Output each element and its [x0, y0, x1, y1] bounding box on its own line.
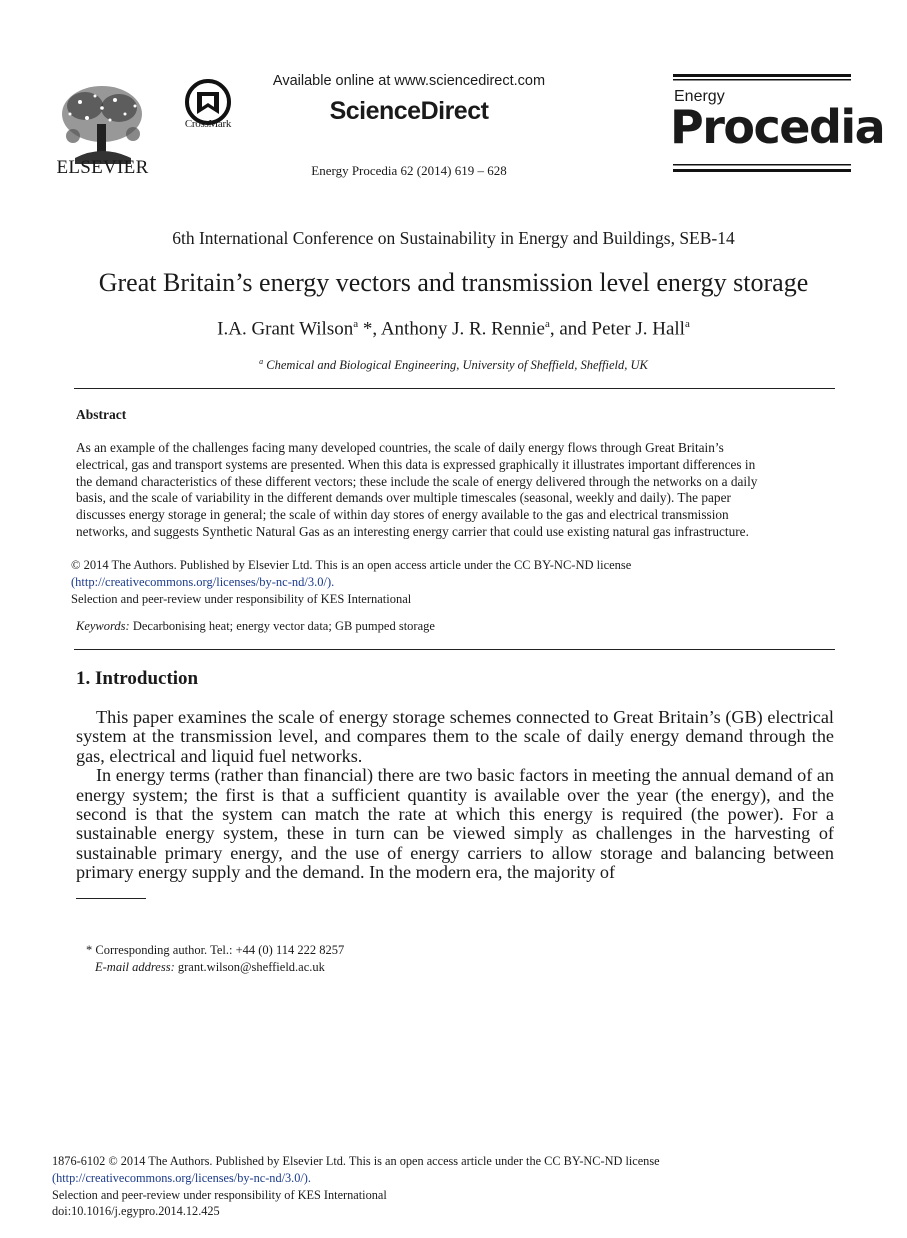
paragraph: This paper examines the scale of energy storage schemes connected to Great Britain’s (GB) electrical system at the transmission level, and compares them to the scale of daily energy demand through the gas, electrical and liquid fuel networks. — [76, 707, 834, 766]
author-separator: , and — [549, 318, 592, 340]
email-label: E-mail address: — [95, 960, 175, 974]
page-footer — [52, 1153, 660, 1220]
footer-doi[interactable]: doi:10.1016/j.egypro.2014.12.425 — [52, 1204, 220, 1219]
journal-logo-rule-top — [673, 74, 851, 82]
author-list — [0, 318, 907, 340]
available-online-text: Available online at www.sciencedirect.com — [272, 73, 546, 89]
footer-peer-review: Selection and peer-review under responsibility of KES International — [52, 1187, 387, 1202]
journal-logo-energy: Energy — [674, 88, 725, 105]
footnote-divider — [76, 898, 146, 899]
license-link[interactable]: (http://creativecommons.org/licenses/by-nc-nd/3.0/). — [71, 575, 335, 589]
affiliation-text: Chemical and Biological Engineering, University of Sheffield, Sheffield, UK — [266, 358, 648, 373]
abstract-line: discusses energy storage in general; the scale of within day stores of energy available to the gas and electrical transmission — [76, 507, 729, 523]
author-affiliation-mark: a — [353, 318, 359, 330]
abstract-line: networks, and suggests Synthetic Natural Gas as an interesting energy carrier that could use existing natural gas infrastructure. — [76, 523, 749, 539]
affiliation-mark: a — [259, 357, 264, 366]
section-heading: 1. Introduction — [76, 668, 199, 689]
author-affiliation-mark: a — [684, 318, 690, 330]
author-separator: *, — [358, 318, 381, 340]
abstract-heading: Abstract — [76, 407, 127, 422]
peer-review-text: Selection and peer-review under responsibility of KES International — [71, 592, 412, 606]
sciencedirect-brand: ScienceDirect — [329, 97, 489, 125]
email-note — [95, 960, 325, 975]
journal-citation: Energy Procedia 62 (2014) 619 – 628 — [311, 163, 507, 178]
author-affiliation-mark: a — [544, 318, 550, 330]
license-text: © 2014 The Authors. Published by Elsevier Ltd. This is an open access article under the CC BY-NC-ND license — [71, 558, 632, 572]
abstract-line: electrical, gas and transport systems are presented. When this data is expressed graphically it illustrates important differences in — [76, 456, 756, 472]
keywords-label: Keywords: — [76, 619, 130, 633]
divider — [74, 649, 835, 650]
keywords — [76, 619, 435, 634]
abstract-line: basis, and the scale of variability in the different demands over multiple timescales (seasonal, weekly and daily). The paper — [76, 490, 731, 506]
conference-name: 6th International Conference on Sustainability in Energy and Buildings, SEB-14 — [172, 228, 735, 248]
journal-logo-procedia: Procedia — [670, 100, 885, 154]
email-address[interactable]: grant.wilson@sheffield.ac.uk — [174, 960, 325, 974]
abstract-line: As an example of the challenges facing many developed countries, the scale of daily energy flows through Great Britain’s — [76, 440, 724, 455]
journal-logo-rule-bottom — [673, 163, 851, 175]
author-name: I.A. Grant Wilson — [217, 318, 354, 340]
keywords-text: Decarbonising heat; energy vector data; GB pumped storage — [129, 619, 435, 633]
paragraph: In energy terms (rather than financial) there are two basic factors in meeting the annual demand of an energy system; the first is that a sufficient quantity is available over the year (the energy), and the second is that the system can match the rate at which this energy is required (the power). For a sustainable energy system, these in turn can be viewed simply as challenges in the harvesting of sustainable primary energy, and the use of energy carriers to allow storage and balancing between primary energy supply and the demand. In the modern era, the majority of — [76, 765, 834, 883]
corresponding-author-note: * Corresponding author. Tel.: +44 (0) 114 222 8257 — [86, 943, 345, 957]
paper-title: Great Britain’s energy vectors and transmission level energy storage — [98, 268, 809, 297]
abstract-line: the demand characteristics of these different vectors; these include the scale of energy delivered through the networks on a daily — [76, 473, 758, 489]
author-name: Peter J. Hall — [591, 318, 685, 340]
crossmark-label: CrossMark — [184, 118, 232, 130]
license-line — [71, 575, 334, 590]
abstract-body — [76, 440, 822, 541]
footer-license-link[interactable]: (http://creativecommons.org/licenses/by-nc-nd/3.0/). — [52, 1170, 311, 1185]
introduction-body — [76, 708, 834, 883]
affiliation — [0, 357, 907, 373]
publisher-wordmark: ELSEVIER — [56, 157, 149, 178]
divider — [74, 388, 835, 389]
footer-license: 1876-6102 © 2014 The Authors. Published by Elsevier Ltd. This is an open access article under the CC BY-NC-ND license — [52, 1154, 660, 1168]
author-name: Anthony J. R. Rennie — [380, 318, 545, 340]
